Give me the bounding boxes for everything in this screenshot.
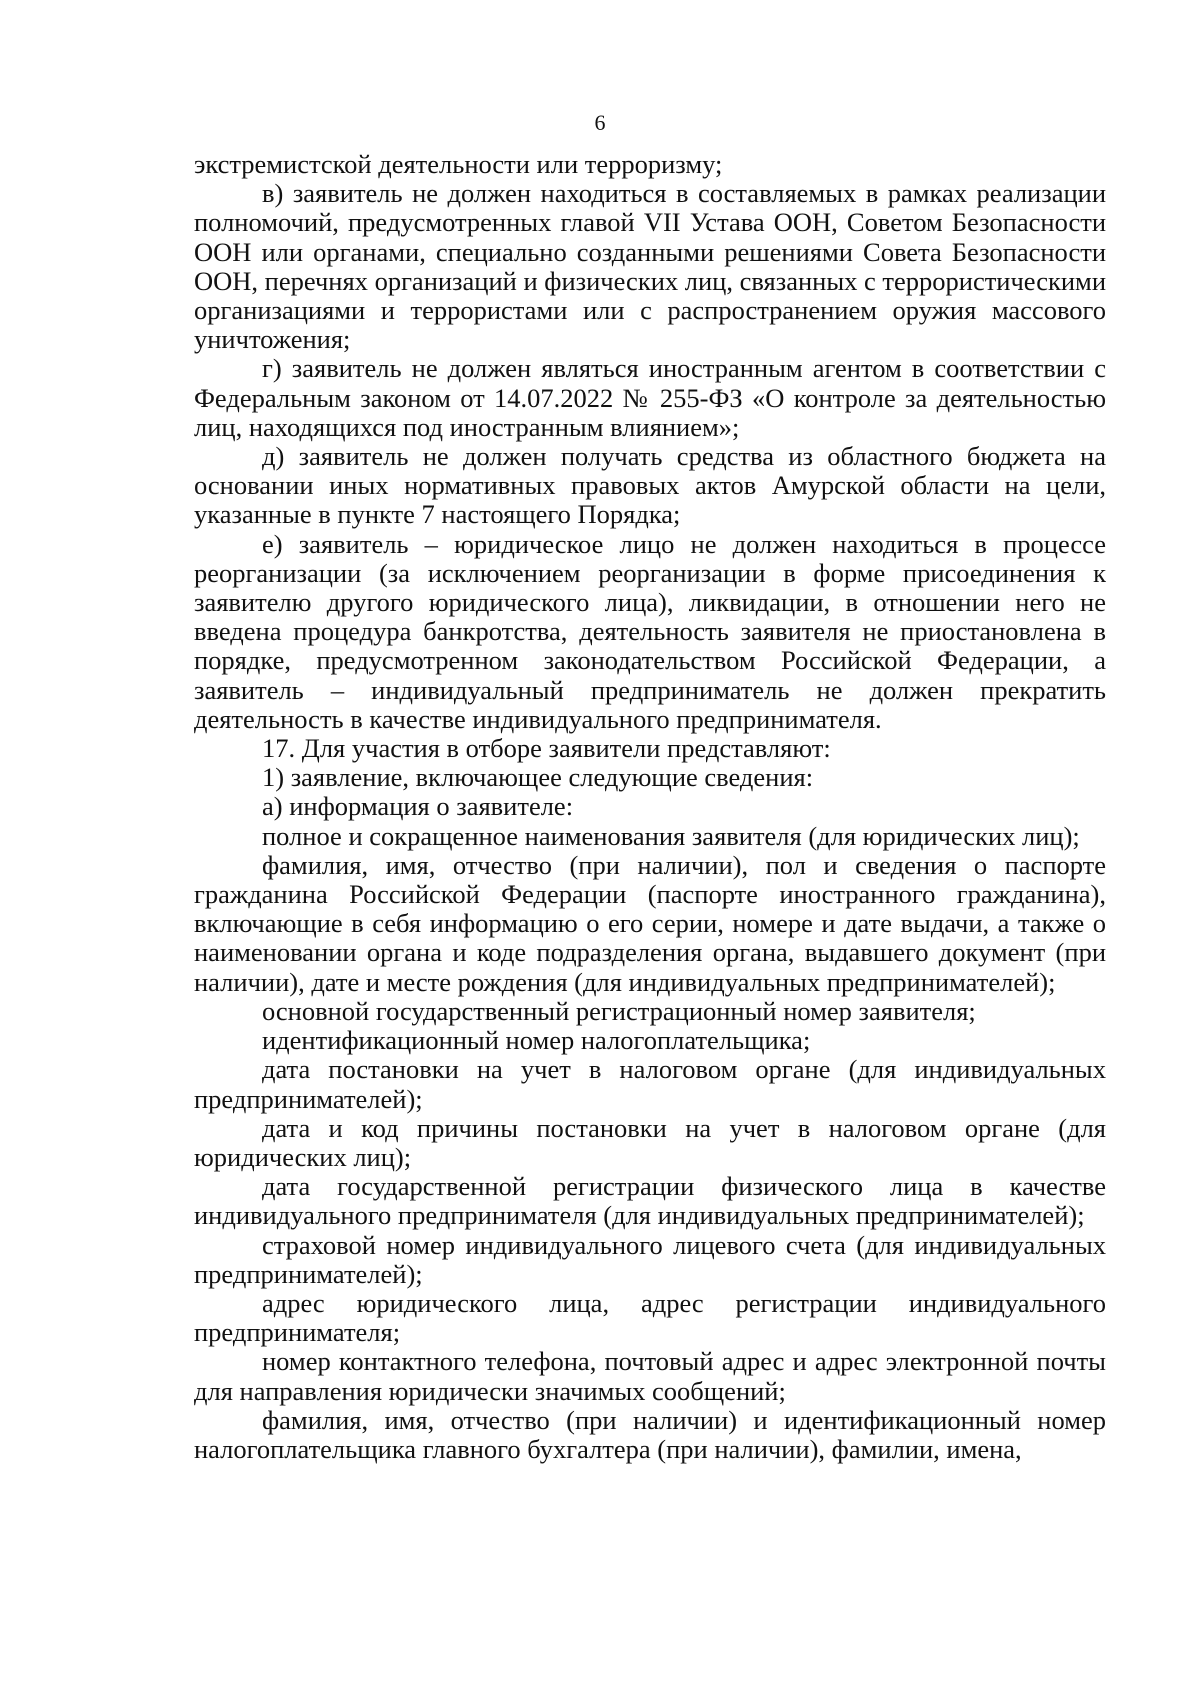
paragraph: экстремистской деятельности или терроризму;: [194, 149, 723, 179]
paragraph: номер контактного телефона, почтовый адрес и адрес электронной почты для направления юридически значимых сообщений;: [194, 1346, 1106, 1406]
paragraph: адрес юридического лица, адрес регистрации индивидуального предпринимателя;: [194, 1287, 1106, 1348]
paragraph: д) заявитель не должен получать средства из областного бюджета на основании иных нормативных правовых актов Амурской области на цели, указанные в пункте 7 настоящего Порядка;: [194, 441, 1106, 530]
paragraph: фамилия, имя, отчество (при наличии) и идентификационный номер налогоплательщика главного бухгалтера (при наличии), фамилии, имена,: [194, 1404, 1106, 1464]
paragraph: дата постановки на учет в налоговом органе (для индивидуальных предпринимателей);: [194, 1054, 1106, 1114]
paragraph: полное и сокращенное наименования заявителя (для юридических лиц);: [262, 820, 1080, 851]
paragraph: дата и код причины постановки на учет в налоговом органе (для юридических лиц);: [194, 1112, 1106, 1172]
paragraph: в) заявитель не должен находиться в составляемых в рамках реализации полномочий, предусмотренных главой VII Устава ООН, Советом Безопасности ООН или органами, специально созданными решениями Совета Безопасности ООН, перечнях организаций и физических лиц, связанных с террористическими организациями и террористами или с распространением оружия массового уничтожения;: [194, 178, 1106, 355]
paragraph: страховой номер индивидуального лицевого счета (для индивидуальных предпринимателей);: [194, 1229, 1106, 1289]
paragraph: е) заявитель – юридическое лицо не должен находиться в процессе реорганизации (за исключением реорганизации в форме присоединения к заявителю другого юридического лица), ликвидации, в отношении него не введена процедура банкротства, деятельность заявителя не приостановлена в порядке, предусмотренном законодательством Российской Федерации, а заявитель – индивидуальный предприниматель не должен прекратить деятельность в качестве индивидуального предпринимателя.: [194, 528, 1106, 734]
paragraph: основной государственный регистрационный номер заявителя;: [262, 995, 976, 1026]
paragraph: г) заявитель не должен являться иностранным агентом в соответствии с Федеральным законом от 14.07.2022 № 255-ФЗ «О контроле за деятельностью лиц, находящихся под иностранным влиянием»;: [194, 353, 1106, 442]
paragraph: 1) заявление, включающее следующие сведения:: [262, 762, 814, 793]
paragraph: 17. Для участия в отборе заявители представляют:: [262, 733, 831, 764]
paragraph: дата государственной регистрации физического лица в качестве индивидуального предпринимателя (для индивидуальных предпринимателей);: [194, 1171, 1106, 1231]
paragraph: идентификационный номер налогоплательщика;: [262, 1025, 811, 1056]
paragraph: фамилия, имя, отчество (при наличии), пол и сведения о паспорте гражданина Российской Федерации (паспорте иностранного гражданина), включающие в себя информацию о его серии, номере и дате выдачи, а также о наименовании органа и коде подразделения органа, выдавшего документ (при наличии), дате и месте рождения (для индивидуальных предпринимателей);: [194, 849, 1106, 997]
paragraph: а) информация о заявителе:: [262, 791, 574, 822]
page-number: 6: [594, 110, 606, 135]
document-body: [194, 150, 1106, 1464]
